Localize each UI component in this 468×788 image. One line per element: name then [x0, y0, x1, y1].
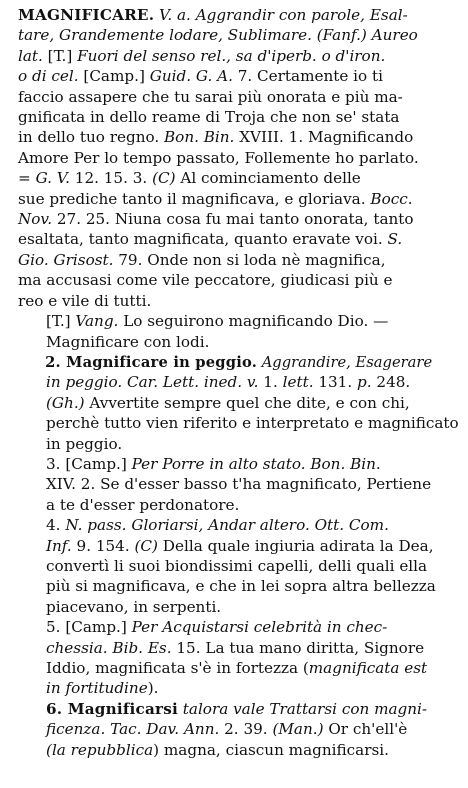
text: Amore Per lo tempo passato, Follemente ho parlato.	[18, 148, 419, 167]
italic-text: la repubblica	[51, 740, 154, 759]
text-line	[18, 270, 460, 290]
text: reo e vile di tutti.	[18, 291, 152, 310]
text: Lo seguirono magnificando Dio. —	[118, 312, 389, 331]
text-line	[18, 515, 432, 535]
italic-text: Aggrandire, Esagerare	[261, 352, 433, 371]
text-line	[18, 413, 460, 433]
text: più si magnificava, e che in lei sopra altra bellezza	[46, 577, 436, 596]
text: 27. 25. Niuna cosa fu mai tanto onorata, tanto	[52, 210, 414, 229]
italic-text: in peggio. Car. Lett. ined. v.	[46, 373, 259, 392]
text-line	[18, 740, 460, 760]
text-line	[18, 209, 460, 229]
text: ma accusasi come vile peccatore, giudicasi più e	[18, 271, 393, 290]
sense-3	[18, 454, 460, 515]
text: sue prediche tanto il magnificava, e gloriava.	[18, 189, 371, 208]
sense-5	[18, 617, 460, 699]
text-line	[18, 229, 460, 249]
text: 3. [Camp.]	[46, 454, 132, 473]
text: 4.	[46, 516, 66, 535]
italic-text: tare, Grandemente lodare, Sublimare. (Fanf.) Aureo	[18, 26, 418, 45]
text: Avvertite sempre quel che dite, e con chi,	[84, 393, 410, 412]
text-line	[18, 617, 432, 637]
text-line	[18, 638, 460, 658]
text: 1.	[258, 373, 283, 392]
italic-text: talora vale Trattarsi con magni-	[182, 699, 428, 718]
text-line	[18, 576, 460, 596]
text-line	[18, 25, 460, 45]
text: Magnificare con lodi.	[46, 332, 210, 351]
italic-text: (	[46, 740, 52, 759]
italic-text: S.	[387, 230, 403, 249]
italic-text: Guid. G. A.	[149, 67, 233, 86]
text-line	[18, 474, 460, 494]
text: [Camp.]	[78, 67, 150, 86]
text: 9. 154.	[71, 536, 135, 555]
text: 131.	[313, 373, 358, 392]
italic-text: lett.	[282, 373, 314, 392]
text-line	[18, 536, 460, 556]
italic-text: lat.	[18, 46, 43, 65]
text: 5. [Camp.]	[46, 618, 132, 637]
italic-text: in fortitudine	[46, 679, 148, 698]
text-line	[18, 393, 460, 413]
text-line	[18, 291, 460, 311]
text: =	[18, 169, 36, 188]
text-line	[18, 372, 460, 392]
text-line	[18, 352, 433, 372]
text: Iddio, magnificata s'è in fortezza (	[46, 659, 309, 677]
italic-text: Per Porre in alto stato. Bon. Bin.	[131, 454, 381, 473]
text-line	[18, 332, 460, 352]
italic-text: (Gh.)	[46, 393, 85, 412]
text-line	[18, 168, 460, 188]
text-line	[18, 719, 460, 739]
text: 79. Onde non si loda nè magnifica,	[113, 250, 386, 269]
italic-text: Inf.	[46, 536, 72, 555]
text: Or ch'ell'è	[323, 720, 408, 739]
text-line	[18, 434, 460, 454]
text-line	[18, 46, 460, 66]
text-line	[18, 311, 432, 331]
text: 15. La tua mano diritta, Signore	[171, 638, 425, 657]
text: 7. Certamente io ti	[232, 67, 383, 86]
italic-text: Vang.	[75, 312, 119, 331]
text: esaltata, tanto magnificata, quanto eravate voi.	[18, 230, 388, 249]
text-line	[18, 87, 460, 107]
headword: 2. Magnificare in peggio.	[45, 352, 258, 371]
italic-text: G. V.	[35, 169, 70, 188]
sense-2	[18, 352, 460, 454]
italic-text: N. pass. Gloriarsi, Andar altero. Ott. Com.	[65, 516, 389, 535]
text: piacevano, in serpenti.	[46, 597, 222, 616]
italic-text: (C)	[134, 536, 158, 555]
text: Al cominciamento delle	[175, 169, 361, 188]
italic-text: Nov.	[18, 210, 53, 229]
sense-6	[18, 699, 460, 760]
text: a te d'esser perdonatore.	[46, 495, 240, 514]
text-line	[18, 5, 460, 25]
text-line	[18, 597, 460, 617]
italic-text: p.	[357, 373, 372, 392]
text-line	[18, 148, 460, 168]
text: faccio assapere che tu sarai più onorata e più ma-	[18, 87, 403, 106]
italic-text: V. a. Aggrandir con parole, Esal-	[159, 6, 408, 24]
text-line	[18, 127, 460, 147]
text: XVIII. 1. Magnificando	[234, 128, 414, 147]
text: Della quale ingiuria adirata la Dea,	[157, 536, 434, 555]
text: in peggio.	[46, 434, 123, 453]
text: 248.	[371, 373, 411, 392]
text: XIV. 2. Se d'esser basso t'ha magnificato, Pertiene	[46, 475, 432, 494]
text: gnificata in dello reame di Troja che non se' stata	[18, 108, 400, 127]
italic-text: Bon. Bin.	[164, 128, 235, 147]
text-line	[18, 66, 460, 86]
text-line	[18, 699, 432, 719]
text: perchè tutto vien riferito e interpretato e magnificato	[46, 414, 459, 433]
sense-4	[18, 515, 460, 617]
italic-text: Gio. Grisost.	[18, 250, 114, 269]
text: ).	[147, 679, 159, 698]
text: 2. 39.	[219, 720, 273, 739]
italic-text: magnificata est	[308, 659, 428, 677]
text-line	[18, 678, 460, 698]
text: [T.]	[46, 312, 76, 331]
italic-text: Fuori del senso rel., sa d'iperb. o d'iron.	[77, 46, 386, 65]
text-line	[18, 107, 460, 127]
text-line	[18, 250, 460, 270]
text: 12. 15. 3.	[69, 169, 153, 188]
headword: 6. Magnificarsi	[46, 699, 178, 718]
italic-text: o di cel.	[18, 67, 79, 86]
entry-main	[18, 5, 460, 311]
text: [T.]	[42, 46, 78, 65]
text-line	[18, 454, 432, 474]
text-line	[18, 189, 460, 209]
text: ) magna, ciascun magnificarsi.	[153, 740, 389, 759]
text: convertì li suoi biondissimi capelli, delli quali ella	[46, 556, 428, 575]
italic-text: ficenza. Tac. Dav. Ann.	[46, 720, 220, 739]
text: in dello tuo regno.	[18, 128, 165, 147]
italic-text: (Man.)	[272, 720, 324, 739]
text-line	[18, 495, 460, 515]
headword: MAGNIFICARE.	[18, 6, 155, 24]
italic-text: Per Acquistarsi celebrità in chec-	[131, 618, 388, 637]
italic-text: chessia. Bib. Es.	[46, 638, 172, 657]
text-line	[18, 658, 460, 678]
text-line	[18, 556, 460, 576]
italic-text: (C)	[152, 169, 176, 188]
sense-t-vang	[18, 311, 460, 352]
italic-text: Bocc.	[370, 189, 413, 208]
